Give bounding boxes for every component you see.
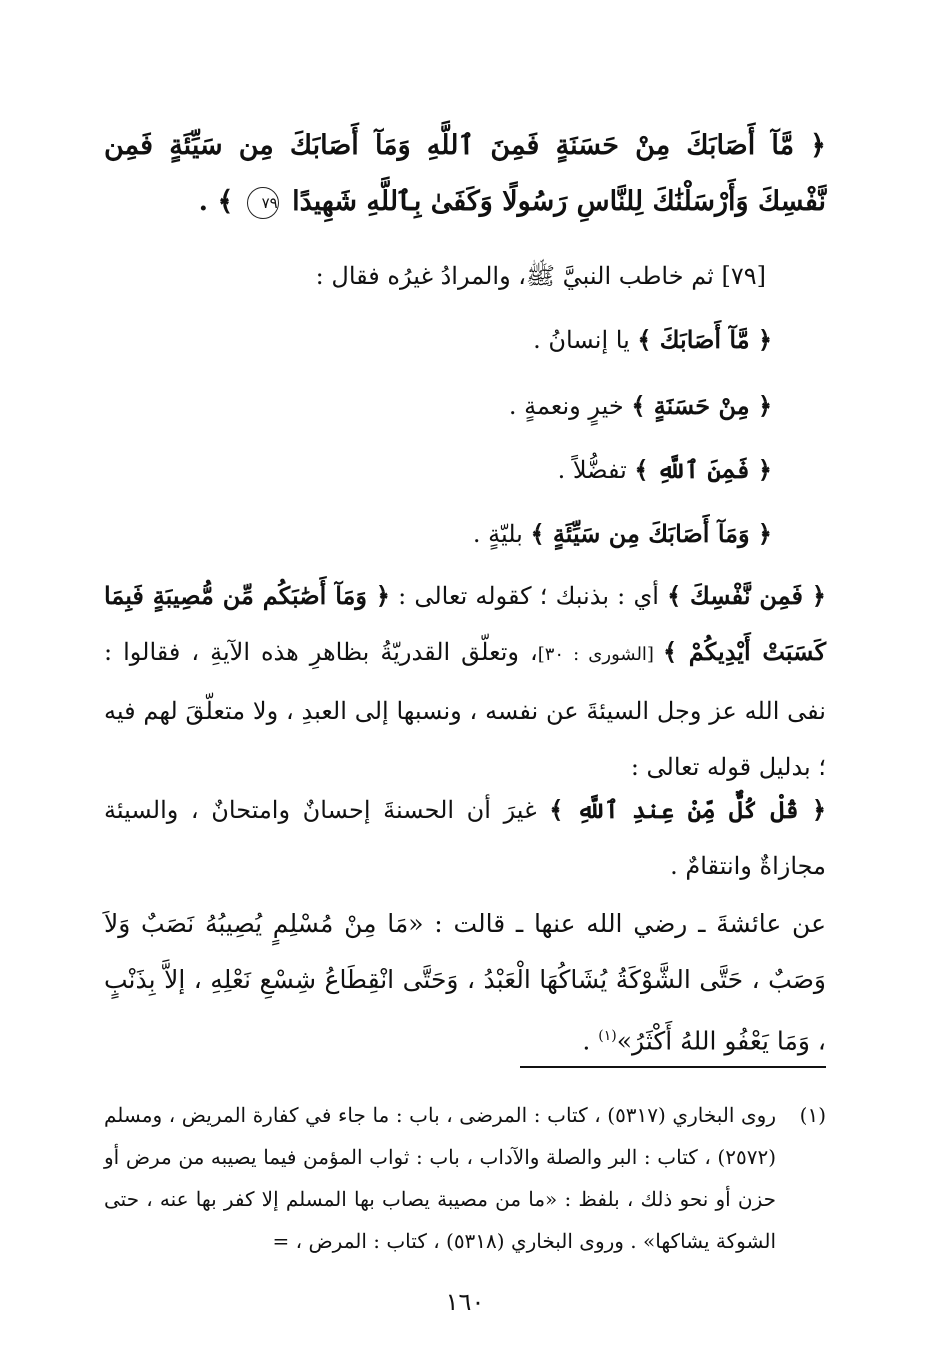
quran-quote: ﴿ قُلْ كُلٌّ مِّنْ عِندِ ٱللَّهِ ﴾ — [549, 795, 827, 824]
explanation-text: يا إنسانُ . — [533, 326, 638, 354]
footnote-divider — [520, 1066, 826, 1068]
footnote-reference: (١) — [598, 1028, 617, 1044]
ayah-number-marker: ٧٩ — [247, 187, 279, 219]
commentary-paragraph — [104, 568, 826, 795]
footnote-text: روى البخاري (٥٣١٧) ، كتاب : المرضى ، باب : ما جاء في كفارة المريض ، ومسلم (٢٥٧٢) ، كتاب : البر والصلة والآداب ، باب : ثواب المؤمن فيما يصيبه من مرض أو حزن أو نحو ذلك ، بلفظ : «ما من مصيبة يصاب بها المسلم إلا كفر بها عنه ، حتى الشوكة يشاكها» . وروى البخاري (٥٣١٨) ، كتاب : المرض ، = — [104, 1103, 776, 1253]
paragraph-text: غيرَ أن الحسنةَ إحسانٌ وامتحانٌ ، والسيئة مجازاةٌ وانتقامٌ . — [104, 796, 826, 880]
hadith-paragraph — [104, 896, 826, 1069]
quran-quote: ﴿ وَمَآ أَصَابَكَ مِن سَيِّئَةٍ ﴾ — [530, 519, 772, 548]
hadith-end: . — [582, 1026, 599, 1056]
commentary-paragraph — [104, 782, 826, 894]
page-number: ١٦٠ — [445, 1288, 485, 1316]
surah-reference: [الشورى : ٣٠] — [537, 644, 664, 665]
quran-quote: ﴿ مِنْ حَسَنَةٍ ﴾ — [631, 391, 772, 420]
quran-quote: ﴿ فَمِن نَّفْسِكَ ﴾ — [667, 581, 826, 610]
verse-text: ﴿ مَّآ أَصَابَكَ مِنْ حَسَنَةٍ فَمِنَ ٱللَّهِ وَمَآ أَصَابَكَ مِن سَيِّئَةٍ فَمِن نَّفْسِكَ وَأَرْسَلْنَٰكَ لِلنَّاسِ رَسُولًا وَكَفَىٰ بِٱللَّهِ شَهِيدًا — [104, 130, 826, 217]
verse-end: ﴾ . — [198, 186, 234, 217]
intro-paragraph: [٧٩] ثم خاطب النبيَّ ﷺ، والمرادُ غيرُه فقال : — [315, 262, 766, 290]
explanation-text: تفضُّلاً . — [557, 456, 635, 484]
paragraph-text: ، وتعلّق القدريّةُ بظاهرِ هذه الآيةِ ، فقالوا : نفى الله عز وجل السيئةَ عن نفسه ، ونسبها إلى العبدِ ، ولا متعلّقَ لهم فيه ؛ بدليل قوله تعالى : — [104, 638, 826, 781]
footnote-number: (١) — [799, 1103, 826, 1127]
commentary-line — [104, 438, 826, 502]
paragraph-text: أي : بذنبك ؛ كقوله تعالى : — [389, 582, 668, 610]
commentary-line — [104, 502, 826, 566]
quran-verse-79 — [104, 118, 826, 230]
commentary-line — [104, 308, 826, 372]
quran-quote: ﴿ فَمِنَ ٱللَّهِ ﴾ — [634, 455, 772, 484]
footnote — [104, 1094, 826, 1262]
commentary-line — [104, 374, 826, 438]
quran-quote: ﴿ مَّآ أَصَابَكَ ﴾ — [637, 325, 772, 354]
explanation-text: خيرٍ ونعمةٍ . — [508, 392, 632, 420]
hadith-text: عن عائشةَ ـ رضي الله عنها ـ قالت : «مَا مِنْ مُسْلِمٍ يُصِيبُهُ نَصَبٌ وَلاَ وَصَبٌ ، حَتَّى الشَّوْكَةُ يُشَاكُهَا الْعَبْدُ ، وَحَتَّى انْقِطَاعُ شِسْعِ نَعْلِهِ ، إلاَّ بِذَنْبٍ ، وَمَا يَعْفُو اللهُ أَكْثَرُ» — [104, 909, 826, 1056]
quran-quote: ﴿ وَمَآ أَصَٰبَكُم مِّن مُّصِيبَةٍ فَبِمَا كَسَبَتْ أَيْدِيكُمْ ﴾ — [104, 581, 827, 666]
explanation-text: بليّةٍ . — [472, 520, 531, 548]
